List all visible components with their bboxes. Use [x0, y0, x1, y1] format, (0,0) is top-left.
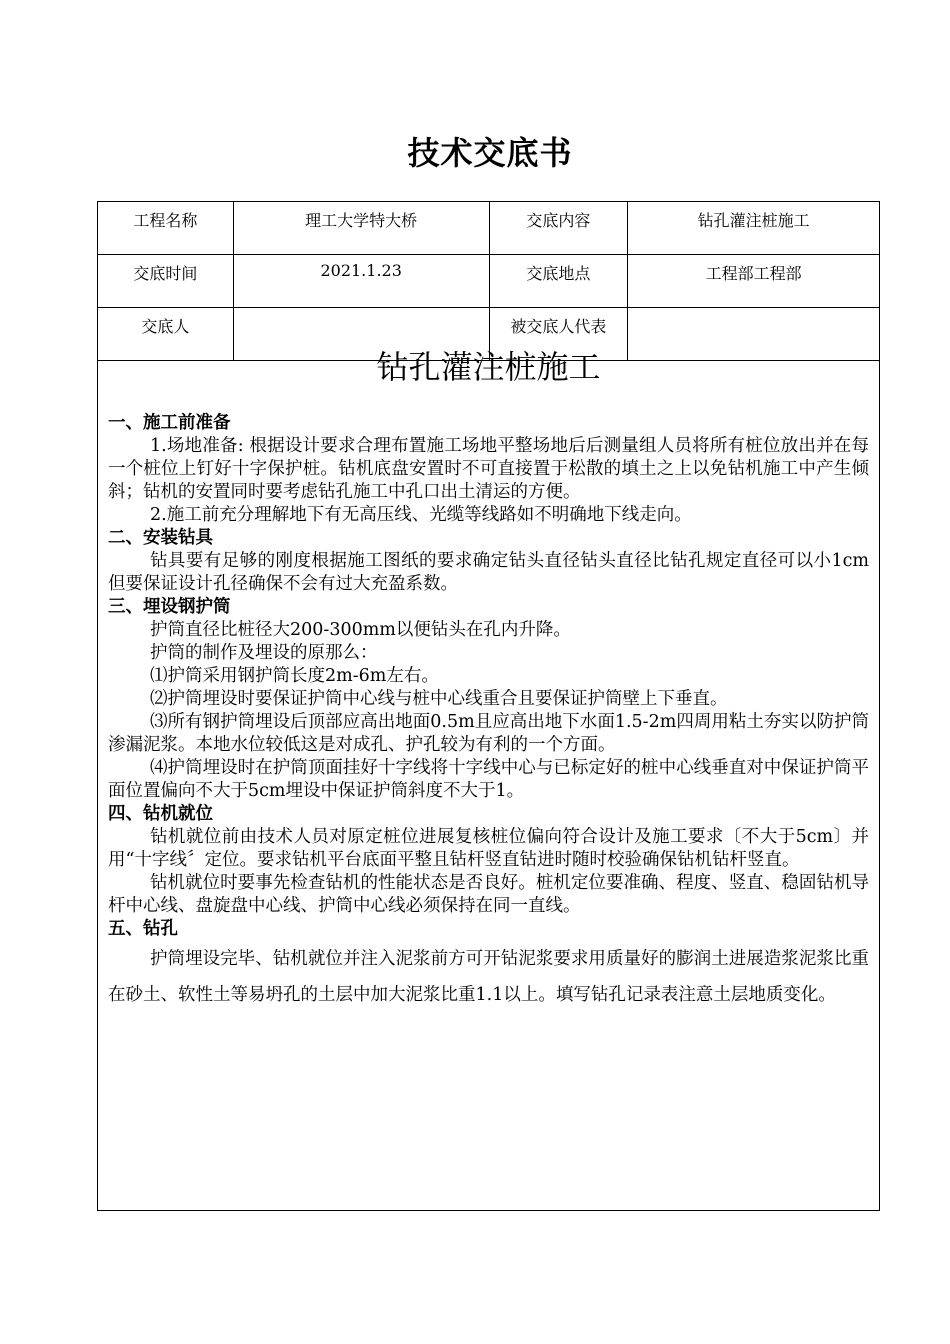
label-project-name: 工程名称 — [98, 202, 234, 255]
section-heading: 二、安装钻具 — [108, 528, 213, 548]
paragraph: 护筒直径比桩径大200-300mm以便钻头在孔内升降。 — [150, 620, 571, 640]
paragraph: ⑴护筒采用钢护筒长度2m-6m左右。 — [150, 666, 439, 686]
label-briefing-content: 交底内容 — [489, 202, 628, 255]
paragraph: 1.场地准备: 根据设计要求合理布置施工场地平整场地后后测量组人员将所有桩位放出并在每一个桩位上钉好十字保护桩。钻机底盘安置时不可直接置于松散的填土之上以免钻机施工中产生倾斜；钻机的安置同时要考虑钻孔施工中孔口出土清运的方便。 — [108, 436, 869, 502]
content-body — [98, 389, 879, 1013]
paragraph: 2.施工前充分理解地下有无高压线、光缆等线路如不明确地下线走向。 — [150, 505, 692, 525]
content-box — [97, 339, 880, 1211]
section-heading: 五、钻孔 — [108, 919, 178, 939]
label-recipient-rep: 被交底人代表 — [489, 308, 628, 361]
info-row-1 — [98, 202, 880, 255]
value-briefing-time: 2021.1.23 — [233, 255, 489, 308]
label-briefing-place: 交底地点 — [489, 255, 628, 308]
content-title: 钻孔灌注桩施工 — [376, 348, 601, 386]
paragraph: ⑶所有钢护筒埋设后顶部应高出地面0.5m且应高出地下水面1.5-2m四周用粘土夯实以防护筒渗漏泥浆。本地水位较低这是对成孔、护孔较为有利的一个方面。 — [108, 712, 869, 755]
label-briefing-time: 交底时间 — [98, 255, 234, 308]
document-title: 技术交底书 — [407, 134, 573, 172]
info-table — [97, 201, 880, 361]
paragraph: ⑵护筒埋设时要保证护筒中心线与桩中心线重合且要保证护筒壁上下垂直。 — [150, 689, 728, 709]
paragraph: 护筒的制作及埋设的原那么： — [150, 643, 378, 663]
paragraph: ⑷护筒埋设时在护筒顶面挂好十字线将十字线中心与已标定好的桩中心线垂直对中保证护筒平面位置偏向不大于5cm埋设中保证护筒斜度不大于1。 — [108, 758, 869, 801]
section-heading: 四、钻机就位 — [108, 804, 213, 824]
value-briefing-place: 工程部工程部 — [628, 255, 880, 308]
label-briefer: 交底人 — [98, 308, 234, 361]
info-row-2 — [98, 255, 880, 308]
paragraph: 钻机就位时要事先检查钻机的性能状态是否良好。桩机定位要准确、程度、竖直、稳固钻机导杆中心线、盘旋盘中心线、护筒中心线必须保持在同一直线。 — [108, 873, 869, 916]
section-heading: 一、施工前准备 — [108, 413, 231, 433]
paragraph: 护筒埋设完毕、钻机就位并注入泥浆前方可开钻泥浆要求用质量好的膨润土进展造浆泥浆比重在砂土、软性土等易坍孔的土层中加大泥浆比重1.1以上。填写钻孔记录表注意土层地质变化。 — [108, 949, 869, 1005]
section-heading: 三、埋设钢护筒 — [108, 597, 231, 617]
paragraph: 钻具要有足够的刚度根据施工图纸的要求确定钻头直径钻头直径比钻孔规定直径可以小1cm但要保证设计孔径确保不会有过大充盈系数。 — [108, 551, 869, 594]
value-briefing-content: 钻孔灌注桩施工 — [628, 202, 880, 255]
paragraph: 钻机就位前由技术人员对原定桩位进展复核桩位偏向符合设计及施工要求〔不大于5cm〕并用“十字线〞定位。要求钻机平台底面平整且钻杆竖直钻进时随时校验确保钻机钻杆竖直。 — [108, 827, 869, 870]
value-project-name: 理工大学特大桥 — [233, 202, 489, 255]
